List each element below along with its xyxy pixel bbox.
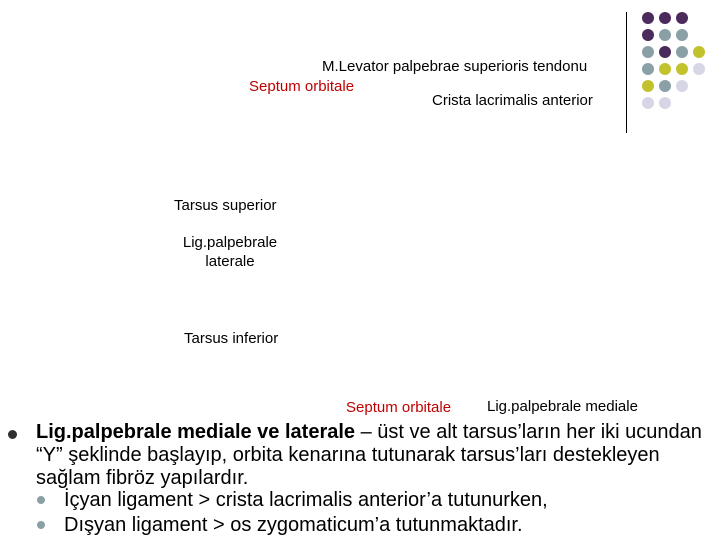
sub-bullet-icon xyxy=(37,521,45,529)
decorative-dot xyxy=(676,46,688,58)
label-lig-palpebrale-mediale: Lig.palpebrale mediale xyxy=(487,398,638,415)
label-lig-palpebrale-laterale xyxy=(174,234,286,270)
decorative-dot xyxy=(659,29,671,41)
sub-bullet-2: Dışyan ligament > os zygomaticum’a tutunmaktadır. xyxy=(64,514,523,536)
label-tarsus-inferior: Tarsus inferior xyxy=(184,330,279,347)
decorative-dot xyxy=(642,46,654,58)
decorative-dot xyxy=(659,63,671,75)
label-levator-tendon: M.Levator palpebrae superioris tendonu xyxy=(322,58,588,75)
bullet-icon xyxy=(8,430,17,439)
bullet-main-bold: Lig.palpebrale mediale ve laterale xyxy=(36,421,356,443)
decorative-dot xyxy=(676,12,688,24)
sub-bullet-icon xyxy=(37,496,45,504)
decorative-dot xyxy=(693,46,705,58)
decorative-dot xyxy=(676,63,688,75)
decorative-dot xyxy=(642,80,654,92)
divider-line xyxy=(626,12,627,133)
label-septum-orbitale-bottom: Septum orbitale xyxy=(346,399,452,416)
label-tarsus-superior: Tarsus superior xyxy=(174,197,277,214)
decorative-dot xyxy=(693,63,705,75)
label-crista-lacrimalis: Crista lacrimalis anterior xyxy=(432,92,593,109)
label-lig-laterale-line1: Lig.palpebrale xyxy=(182,234,278,251)
decorative-dot xyxy=(676,29,688,41)
decorative-dot xyxy=(642,29,654,41)
decorative-dot xyxy=(642,63,654,75)
decorative-dot xyxy=(642,12,654,24)
label-septum-orbitale-top: Septum orbitale xyxy=(249,78,355,95)
decorative-dot xyxy=(659,97,671,109)
decorative-dot xyxy=(676,80,688,92)
bullet-main-text xyxy=(36,421,706,490)
decorative-dot xyxy=(659,12,671,24)
decorative-dot xyxy=(642,97,654,109)
decorative-dot xyxy=(659,80,671,92)
bullet-main-rest: – üst ve alt tarsus’ların her iki ucundan “Y” şeklinde başlayıp, orbita kenarına tutunarak tarsus’ları destekleyen sağlam fibröz yapılardır. xyxy=(36,421,702,489)
sub-bullet-1: İçyan ligament > crista lacrimalis anterior’a tutunurken, xyxy=(64,489,548,511)
decorative-dot xyxy=(659,46,671,58)
label-lig-laterale-line2: laterale xyxy=(205,253,255,270)
